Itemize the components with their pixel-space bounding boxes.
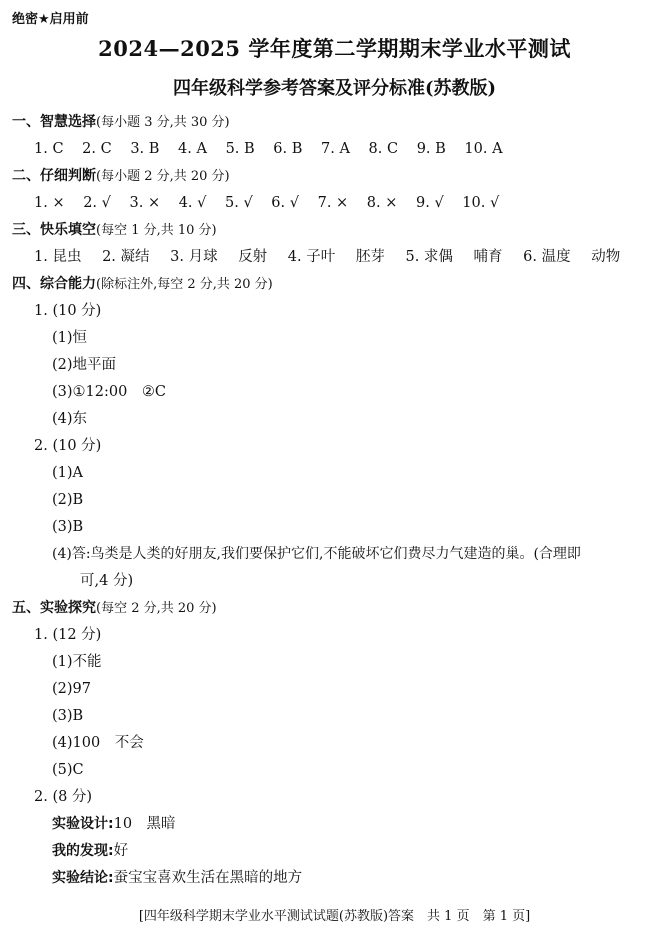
- answer: 7. A: [321, 141, 350, 157]
- answer: 1. ×: [34, 195, 65, 211]
- answer-item: (3)①12:00 ②C: [52, 384, 166, 400]
- section-title: 四、综合能力: [12, 276, 96, 292]
- answer-item: (3)B: [52, 708, 84, 724]
- question-label: 2. (10 分): [34, 438, 102, 454]
- section-2-answers: [34, 193, 513, 213]
- answer: 4. A: [178, 141, 207, 157]
- section-points: (每小题 2 分,共 20 分): [96, 169, 230, 184]
- answer: 胚芽: [355, 249, 385, 265]
- answer-item: (4)答:鸟类是人类的好朋友,我们要保护它们,不能破坏它们费尽力气建造的巢。(合理即: [52, 546, 581, 562]
- answer: 6. √: [271, 195, 299, 211]
- section-title: 五、实验探究: [12, 600, 96, 616]
- section-title: 一、智慧选择: [12, 114, 96, 130]
- field-label: 我的发现:: [52, 843, 114, 859]
- section-3-heading: [12, 220, 217, 241]
- answer: 动物: [591, 249, 621, 265]
- field-label: 实验结论:: [52, 870, 114, 886]
- section-title: 二、仔细判断: [12, 168, 96, 184]
- answer-item: (4)100 不会: [52, 735, 144, 751]
- confidential-mark: 绝密★启用前: [12, 12, 89, 27]
- answer-item: (2)地平面: [52, 357, 117, 373]
- section-title: 三、快乐填空: [12, 222, 96, 238]
- field-value: 10 黑暗: [113, 816, 176, 832]
- answer: 6. 温度: [523, 249, 571, 265]
- answer: 8. ×: [366, 195, 398, 211]
- section-points: (除标注外,每空 2 分,共 20 分): [96, 277, 273, 292]
- answer: 2. 凝结: [102, 249, 150, 265]
- answer-item: (1)恒: [52, 330, 88, 346]
- page-footer: [四年级科学期末学业水平测试试题(苏教版)答案 共 1 页 第 1 页]: [138, 909, 531, 924]
- answer: 4. 子叶: [287, 249, 336, 265]
- section-5-heading: [12, 598, 217, 619]
- experiment-design: [52, 814, 176, 834]
- answer: 哺育: [473, 249, 503, 265]
- section-3-answers: [34, 247, 636, 267]
- question-label: 1. (12 分): [34, 627, 102, 643]
- answer-item: (2)97: [52, 681, 91, 697]
- experiment-conclusion: [52, 868, 302, 888]
- answer-item: (3)B: [52, 519, 84, 535]
- answer: 1. C: [34, 141, 64, 157]
- section-4-heading: [12, 274, 273, 295]
- answer: 5. √: [225, 195, 253, 211]
- answer: 6. B: [273, 141, 303, 157]
- answer-item: (4)东: [52, 411, 88, 427]
- section-1-heading: [12, 112, 230, 133]
- answer: 9. B: [416, 141, 446, 157]
- answer-item: (1)不能: [52, 654, 102, 670]
- answer-item: (1)A: [52, 465, 84, 481]
- answer: 10. A: [464, 141, 503, 157]
- page-subtitle: 四年级科学参考答案及评分标准(苏教版): [172, 78, 497, 99]
- answer: 5. B: [225, 141, 255, 157]
- field-value: 好: [113, 843, 129, 859]
- question-label: 2. (8 分): [34, 789, 93, 805]
- field-value: 蚕宝宝喜欢生活在黑暗的地方: [113, 870, 303, 886]
- answer-item: (2)B: [52, 492, 84, 508]
- answer: 7. ×: [317, 195, 349, 211]
- answer: 3. 月球: [170, 249, 218, 265]
- answer-item: (5)C: [52, 762, 84, 778]
- section-points: (每小题 3 分,共 30 分): [96, 115, 230, 130]
- answer: 2. √: [83, 195, 111, 211]
- question-label: 1. (10 分): [34, 303, 102, 319]
- section-2-heading: [12, 166, 230, 187]
- answer: 1. 昆虫: [34, 249, 82, 265]
- answer: 5. 求偶: [405, 249, 453, 265]
- answer: 反射: [238, 249, 268, 265]
- answer: 8. C: [368, 141, 399, 157]
- answer: 2. C: [82, 141, 112, 157]
- field-label: 实验设计:: [52, 816, 114, 832]
- answer-item-continuation: 可,4 分): [80, 573, 134, 589]
- answer: 9. √: [416, 195, 444, 211]
- experiment-finding: [52, 841, 128, 861]
- section-1-answers: [34, 139, 517, 159]
- page-title: 2024—2025 学年度第二学期期末学业水平测试: [98, 36, 571, 61]
- section-points: (每空 2 分,共 20 分): [96, 601, 217, 616]
- answer: 3. ×: [129, 195, 161, 211]
- section-points: (每空 1 分,共 10 分): [96, 223, 217, 238]
- answer: 3. B: [130, 141, 160, 157]
- answer: 10. √: [462, 195, 500, 211]
- answer: 4. √: [178, 195, 207, 211]
